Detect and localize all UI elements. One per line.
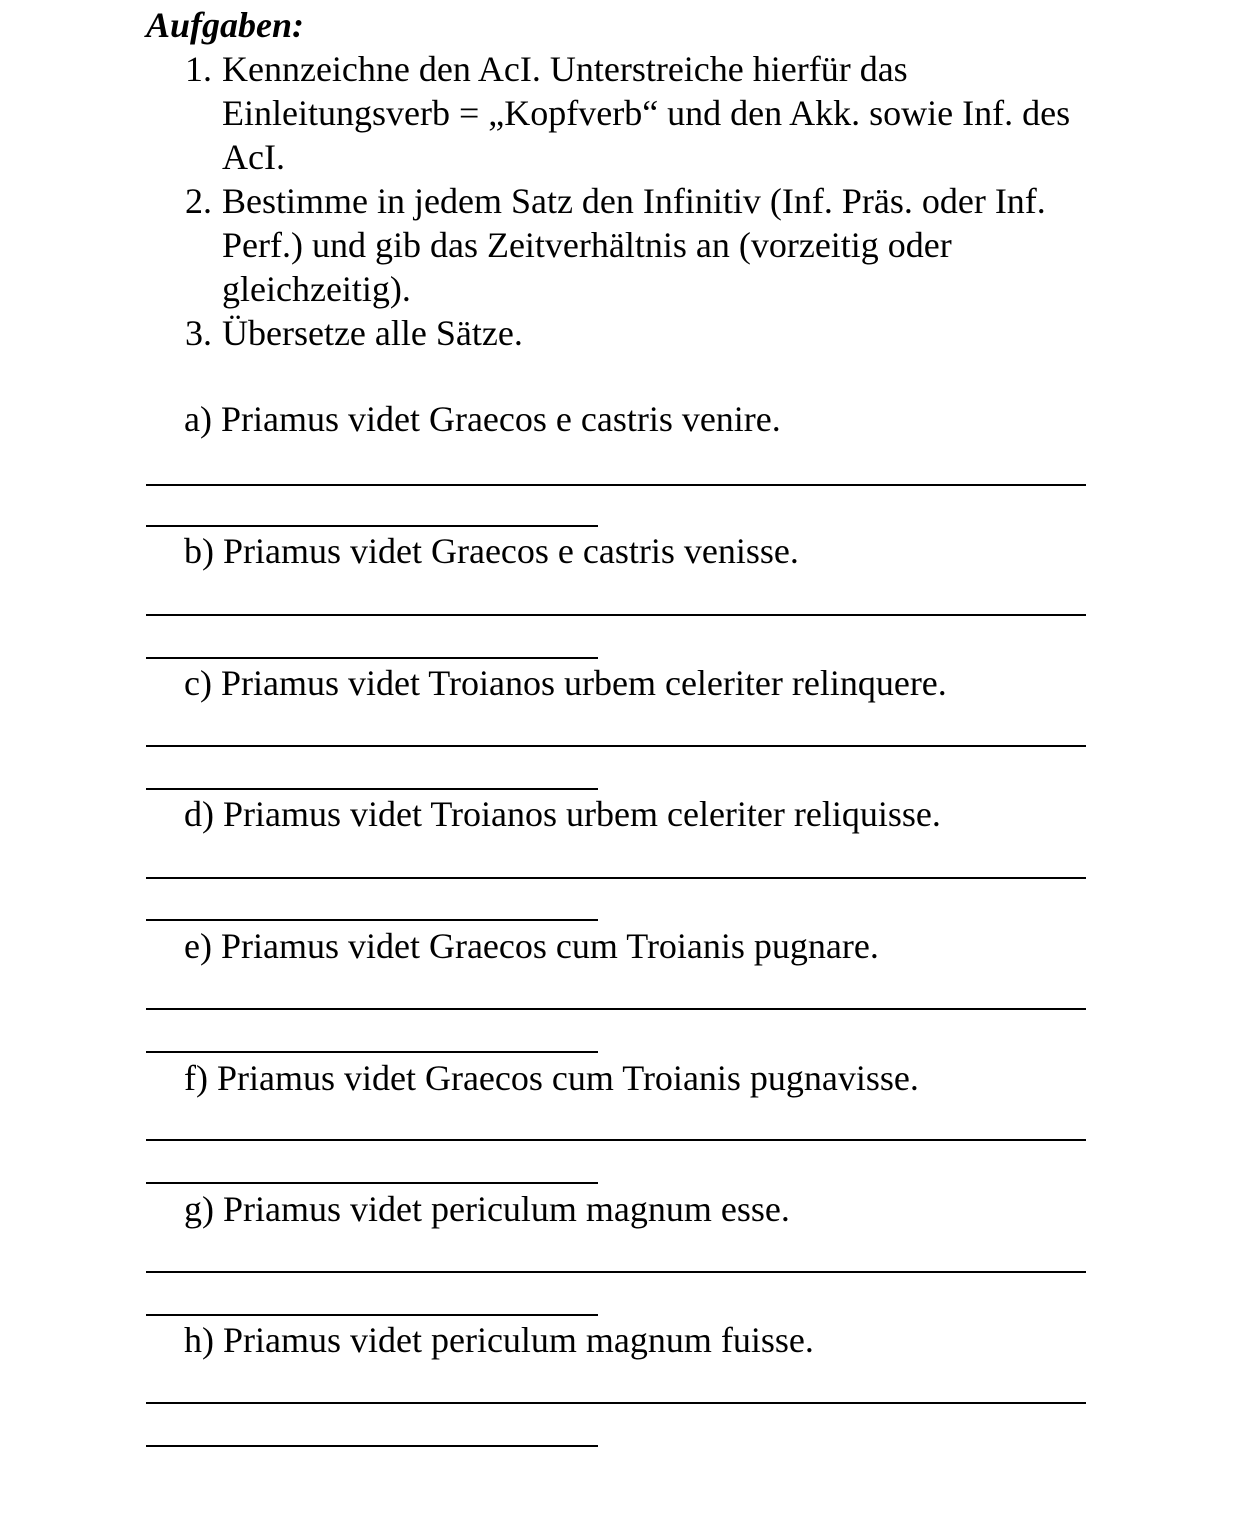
- answer-line[interactable]: [146, 657, 598, 659]
- task-number: 3.: [185, 313, 212, 353]
- answer-line[interactable]: [146, 484, 1086, 486]
- answer-line[interactable]: [146, 1445, 598, 1447]
- answer-line[interactable]: [146, 1271, 1086, 1273]
- answer-line[interactable]: [146, 745, 1086, 747]
- answer-line[interactable]: [146, 788, 598, 790]
- sentence-g: g) Priamus videt periculum magnum esse.: [184, 1189, 790, 1229]
- answer-line[interactable]: [146, 877, 1086, 879]
- task-number: 2.: [185, 181, 212, 221]
- sentence-d: d) Priamus videt Troianos urbem celeriter reliquisse.: [184, 794, 941, 834]
- answer-line[interactable]: [146, 1314, 598, 1316]
- task-text: Kennzeichne den AcI. Unterstreiche hierfür das Einleitungsverb = „Kopfverb“ und den Akk. sowie Inf. des AcI.: [222, 49, 1071, 177]
- sentence-b: b) Priamus videt Graecos e castris venisse.: [184, 531, 799, 571]
- task-text: Übersetze alle Sätze.: [222, 313, 523, 353]
- heading: Aufgaben:: [146, 5, 305, 45]
- sentence-a: a) Priamus videt Graecos e castris venire.: [184, 399, 781, 439]
- answer-line[interactable]: [146, 525, 598, 527]
- answer-line[interactable]: [146, 614, 1086, 616]
- sentence-c: c) Priamus videt Troianos urbem celeriter relinquere.: [184, 663, 947, 703]
- task-number: 1.: [185, 49, 212, 89]
- answer-line[interactable]: [146, 1008, 1086, 1010]
- answer-line[interactable]: [146, 1051, 598, 1053]
- task-text: Bestimme in jedem Satz den Infinitiv (Inf. Präs. oder Inf. Perf.) und gib das Zeitverhältnis an (vorzeitig oder gleichzeitig).: [222, 181, 1046, 309]
- answer-line[interactable]: [146, 1139, 1086, 1141]
- answer-line[interactable]: [146, 1402, 1086, 1404]
- sentence-h: h) Priamus videt periculum magnum fuisse.: [184, 1320, 814, 1360]
- answer-line[interactable]: [146, 1182, 598, 1184]
- sentence-e: e) Priamus videt Graecos cum Troianis pugnare.: [184, 926, 879, 966]
- answer-line[interactable]: [146, 919, 598, 921]
- sentence-f: f) Priamus videt Graecos cum Troianis pugnavisse.: [184, 1058, 919, 1098]
